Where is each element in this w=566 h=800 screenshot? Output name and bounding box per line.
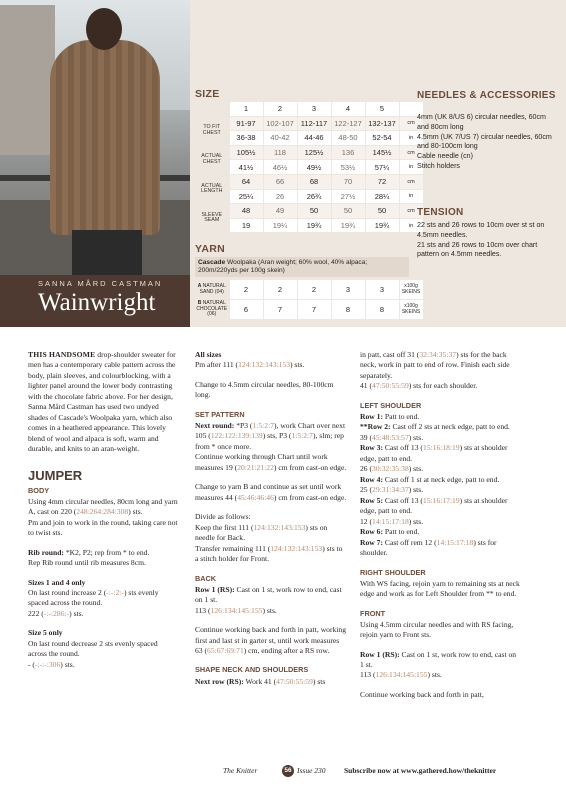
cell: 26¾ — [297, 189, 331, 204]
model-photo — [0, 0, 190, 275]
pattern-title: Wainwright — [38, 289, 156, 316]
row-label: A NATURAL SAND (04) — [195, 280, 229, 300]
cell: 49½ — [297, 160, 331, 175]
table-row — [195, 189, 423, 204]
paragraph: Size 5 only On last round decrease 2 sts evenly spaced across the round. - (-:-:-:306) sts. — [28, 628, 158, 669]
yarn-description — [195, 257, 409, 277]
paragraph: All sizes Pm after 111 (124:132:143:153) sts. — [195, 350, 305, 370]
cell: 3 — [365, 280, 399, 300]
table-row — [195, 300, 423, 320]
cell: 8 — [331, 300, 365, 320]
page-number-badge: 56 — [282, 765, 294, 777]
yarn-details: Woolpaka (Aran weight; 60% wool, 40% alpaca; 200m/220yds per 100g skein) — [198, 259, 368, 275]
cell: 7 — [263, 300, 297, 320]
size-number: 3 — [297, 102, 331, 117]
column-3 — [360, 350, 520, 709]
subheading: LEFT SHOULDER — [360, 400, 422, 410]
cell: 91-97 — [229, 116, 263, 131]
cell: 2 — [229, 280, 263, 300]
unit-cell: in — [399, 218, 423, 233]
needles-line: 4.5mm (UK 7/US 7) circular needles, 60cm and 80-100cm long — [417, 132, 552, 151]
cell: 68 — [297, 174, 331, 189]
yarn-table — [195, 279, 424, 320]
paragraph: Sizes 1 and 4 only On last round increase 2 (-:-:2:-) sts evenly spaced across the round. 222 (-:-:286:-) sts. — [28, 577, 159, 618]
issue-number: Issue 230 — [297, 766, 326, 775]
needles-list — [417, 113, 557, 172]
row-label: B NATURAL CHOCOLATE (06) — [195, 300, 229, 320]
unit-cell: cm — [399, 116, 423, 131]
cell: 8 — [365, 300, 399, 320]
cell: 36-38 — [229, 131, 263, 146]
paragraph: Continue working back and forth in patt, working first and last st in garter st, until work measures 63 (65:67:69:71) cm, ending after a RS row. — [195, 625, 347, 655]
cell: 72 — [365, 174, 399, 189]
yarn-heading: YARN — [195, 243, 225, 255]
needles-line: 4mm (UK 8/US 6) circular needles, 60cm and 80cm long — [417, 113, 546, 131]
subheading: SHAPE NECK AND SHOULDERS — [195, 665, 309, 675]
size-number-row — [195, 102, 423, 117]
paragraph: Continue working back and forth in patt, — [360, 689, 484, 699]
paragraph: Row 1 (RS): Cast on 1 st, work row to end, cast on 1 st. 113 (126:134:145:155) sts. — [360, 649, 517, 680]
cell: 28¼ — [365, 189, 399, 204]
header-panel — [0, 0, 566, 327]
paragraph: With WS facing, rejoin yarn to remaining sts at neck edge and work as for Left Shoulder from ** to end. — [360, 578, 520, 599]
cell: 2 — [297, 280, 331, 300]
tension-line: 22 sts and 26 rows to 10cm over st st on 4.5mm needles. — [417, 221, 545, 239]
cell: 2 — [263, 280, 297, 300]
unit-cell: x100g SKEINS — [399, 300, 423, 320]
cell: 52-54 — [365, 131, 399, 146]
cell: 19¾ — [331, 218, 365, 233]
row-label: ACTUAL LENGTH — [195, 174, 229, 203]
cell: 102-107 — [263, 116, 297, 131]
intro-paragraph: THIS HANDSOME drop-shoulder sweater for men has a contemporary cable pattern across the body, plain sleeves, and colourblocking, with a lighter panel around the lower body contrasting with the chocolate fabric above. For her design, Sanna Mård Castman has used two undyed shades of Cascade's Woolpaka yarn, which also comes in a heathered appearance. This lovely blend of wool and alpaca is soft, warm and durable, and knits to an aran-weight. — [28, 350, 176, 454]
subheading: BODY — [28, 485, 50, 495]
cell: 136 — [331, 145, 365, 160]
cell: 44-46 — [297, 131, 331, 146]
cell: 7 — [297, 300, 331, 320]
paragraph: Change to yarn B and continue as set until work measures 44 (45:46:46:46) cm from cast-on edge. — [195, 482, 347, 502]
cell: 132-137 — [365, 116, 399, 131]
cell: 19¾ — [365, 218, 399, 233]
unit-cell: in — [399, 189, 423, 204]
paragraph: Change to 4.5mm circular needles, 80-100cm long. — [195, 379, 334, 400]
row-label: ACTUAL CHEST — [195, 145, 229, 174]
cell: 19 — [229, 218, 263, 233]
designer-name: SANNA MÅRD CASTMAN — [38, 279, 163, 288]
cell: 6 — [229, 300, 263, 320]
cell: 40-42 — [263, 131, 297, 146]
size-number: 2 — [263, 102, 297, 117]
table-row — [195, 145, 423, 160]
cell: 41½ — [229, 160, 263, 175]
size-number: 1 — [229, 102, 263, 117]
row-label: TO FIT CHEST — [195, 116, 229, 145]
needles-line: Cable needle (cn) — [417, 152, 473, 161]
subheading: BACK — [195, 573, 217, 583]
magazine-name: The Knitter — [223, 766, 258, 775]
unit-cell: in — [399, 131, 423, 146]
tension-heading: TENSION — [417, 207, 464, 218]
cell: 50 — [297, 204, 331, 219]
unit-cell: in — [399, 160, 423, 175]
table-row — [195, 204, 423, 219]
subheading: RIGHT SHOULDER — [360, 567, 426, 577]
cell: 25¼ — [229, 189, 263, 204]
tension-text — [417, 221, 557, 260]
yarn-brand: Cascade — [198, 259, 226, 266]
needles-line: Stitch holders — [417, 161, 460, 170]
subheading: SET PATTERN — [195, 409, 245, 419]
paragraph: Row 1 (RS): Cast on 1 st, work row to end, cast on 1 st. 113 (126:134:145:155) sts. — [195, 584, 342, 615]
size-number: 4 — [331, 102, 365, 117]
paragraph: Using 4mm circular needles, 80cm long and yarn A, cast on 220 (248:264:284:308) sts. Pm and join to work in the round, taking care not to twist sts. — [28, 496, 178, 538]
cell: 118 — [263, 145, 297, 160]
cell: 53½ — [331, 160, 365, 175]
unit-cell: cm — [399, 145, 423, 160]
table-row — [195, 160, 423, 175]
cell: 48 — [229, 204, 263, 219]
paragraph: Next row (RS): Work 41 (47:50:55:59) sts — [195, 676, 326, 686]
paragraph: Next round: *P3 (1:5:2:7), work Chart over next 105 (122:122:139:139) sts, P3 (1:5:2:7), slm; rep from * once more. Continue working through Chart until work measures 19 (20:21:21:22) cm from cast-on edge. — [195, 420, 347, 472]
cell: 46½ — [263, 160, 297, 175]
cell: 66 — [263, 174, 297, 189]
cell: 26 — [263, 189, 297, 204]
cell: 122-127 — [331, 116, 365, 131]
cell: 19¼ — [263, 218, 297, 233]
table-row — [195, 131, 423, 146]
cell: 19¾ — [297, 218, 331, 233]
paragraph: Using 4.5mm circular needles and with RS facing, rejoin yarn to Front sts. — [360, 619, 514, 640]
paragraph: in patt, cast off 31 (32:34:35:37) sts for the back neck, work in patt to end of row. Finish each side separately. 41 (47:50:55:59) sts for each shoulder. — [360, 350, 510, 391]
cell: 50 — [365, 204, 399, 219]
subheading: FRONT — [360, 608, 386, 618]
cell: 3 — [331, 280, 365, 300]
tension-line: 21 sts and 26 rows to 10cm over chart pattern on 4.5mm needles. — [417, 240, 538, 259]
column-1 — [28, 350, 178, 679]
size-table — [195, 101, 424, 233]
cell: 57¼ — [365, 160, 399, 175]
table-row — [195, 280, 423, 300]
unit-cell: cm — [399, 204, 423, 219]
paragraph: Rib round: *K2, P2; rep from * to end. Rep Rib round until rib measures 8cm. — [28, 547, 150, 568]
cell: 50 — [331, 204, 365, 219]
table-row — [195, 116, 423, 131]
table-row — [195, 218, 423, 233]
unit-cell: x100g SKEINS — [399, 280, 423, 300]
paragraph: Divide as follows: Keep the first 111 (124:132:143:153) sts on needle for Back. Transfer remaining 111 (124:132:143:153) sts to a stitch holder for Front. — [195, 512, 343, 564]
cell: 70 — [331, 174, 365, 189]
cell: 112-117 — [297, 116, 331, 131]
unit-cell: cm — [399, 174, 423, 189]
column-2 — [195, 350, 347, 696]
cell: 125½ — [297, 145, 331, 160]
row-label: SLEEVE SEAM — [195, 204, 229, 233]
size-number: 5 — [365, 102, 399, 117]
cell: 27½ — [331, 189, 365, 204]
cell: 48-50 — [331, 131, 365, 146]
cell: 105½ — [229, 145, 263, 160]
section-title: JUMPER — [28, 467, 83, 483]
paragraph: Row 1: Patt to end. **Row 2: Cast off 2 sts at neck edge, patt to end. 39 (45:48:53:57) sts. Row 3: Cast off 13 (15:16:18:19) sts at shoulder edge, patt to end. 26 (30:32:35:38) sts. Row 4: Cast off 1 st at neck edge, patt to end. 25 (29:31:34:37) sts. Row 5: Cast off 13 (15:16:17:19) sts at shoulder edge, patt to end. 12 (14:15:17:18) sts. Row 6: Patt to end. Row 7: Cast off rem 12 (14:15:17:18) sts for shoulder. — [360, 411, 510, 558]
cell: 145½ — [365, 145, 399, 160]
title-band — [0, 275, 190, 327]
size-heading: SIZE — [195, 88, 220, 100]
subscribe-link[interactable]: Subscribe now at www.gathered.how/theknitter — [344, 766, 497, 775]
needles-heading: NEEDLES & ACCESSORIES — [417, 90, 556, 101]
cell: 49 — [263, 204, 297, 219]
table-row — [195, 174, 423, 189]
cell: 64 — [229, 174, 263, 189]
